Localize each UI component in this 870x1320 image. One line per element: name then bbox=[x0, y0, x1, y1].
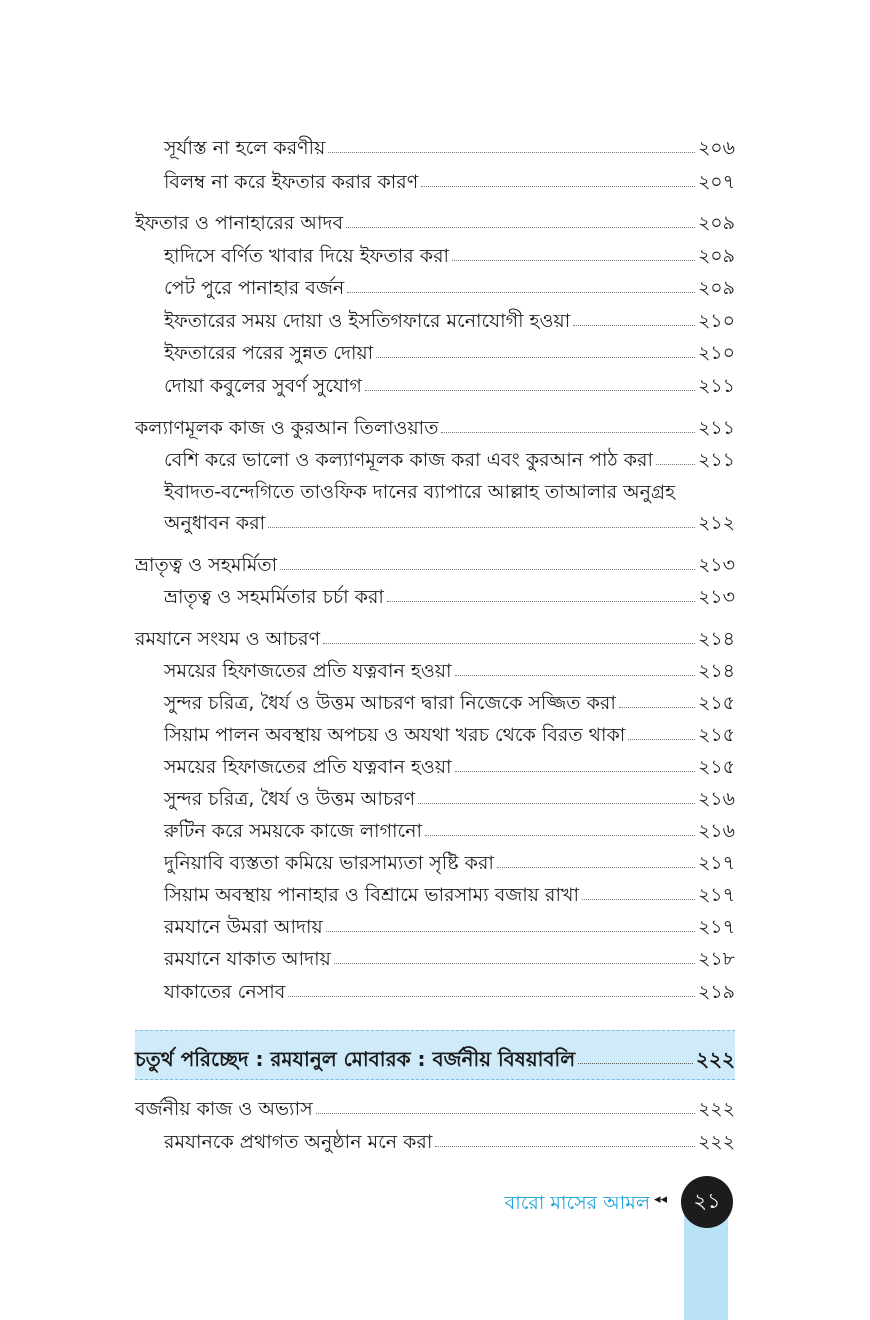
entry-page: ২১৬ bbox=[697, 820, 735, 842]
dot-leader bbox=[497, 867, 695, 868]
entry-title: সিয়াম অবস্থায় পানাহার ও বিশ্রামে ভারসাম্য বজায় রাখা bbox=[164, 884, 579, 906]
entry-title: বেশি করে ভালো ও কল্যাণমূলক কাজ করা এবং কুরআন পাঠ করা bbox=[164, 449, 653, 471]
chapter-heading bbox=[135, 1041, 735, 1071]
toc-entry bbox=[164, 685, 735, 715]
dot-leader bbox=[619, 707, 695, 708]
toc-section bbox=[135, 205, 735, 235]
entry-page: ২০৭ bbox=[697, 171, 735, 193]
entry-title: বিলম্ব না করে ইফতার করার কারণ bbox=[164, 171, 419, 193]
dot-leader bbox=[376, 357, 695, 358]
entry-page: ২০৯ bbox=[697, 245, 735, 267]
dot-leader bbox=[323, 643, 695, 644]
toc-entry bbox=[164, 845, 735, 875]
entry-title: সুন্দর চরিত্র, ধৈর্য ও উত্তম আচরণ দ্বারা নিজেকে সজ্জিত করা bbox=[164, 692, 616, 714]
entry-page: ২১৪ bbox=[697, 628, 735, 650]
dot-leader bbox=[365, 390, 695, 391]
entry-title: পেট পুরে পানাহার বর্জন bbox=[164, 277, 345, 299]
dot-leader bbox=[268, 527, 695, 528]
toc-entry bbox=[164, 974, 735, 1004]
chapter-title: চতুর্থ পরিচ্ছেদ : রমযানুল মোবারক : বর্জনীয় বিষয়াবলি bbox=[135, 1047, 576, 1071]
toc-entry bbox=[164, 164, 735, 194]
entry-page: ২১১ bbox=[697, 375, 735, 397]
entry-title: সময়ের হিফাজতের প্রতি যত্নবান হওয়া bbox=[164, 756, 452, 778]
entry-page: ২১৭ bbox=[697, 884, 735, 906]
entry-title: হাদিসে বর্ণিত খাবার দিয়ে ইফতার করা bbox=[164, 245, 450, 267]
dot-leader bbox=[280, 569, 695, 570]
entry-title: সময়ের হিফাজতের প্রতি যত্নবান হওয়া bbox=[164, 660, 452, 682]
toc-entry bbox=[164, 442, 735, 472]
entry-title: ভ্রাতৃত্ব ও সহমর্মিতার চর্চা করা bbox=[164, 586, 384, 608]
entry-page: ২১৫ bbox=[697, 692, 735, 714]
entry-page: ২১৭ bbox=[697, 916, 735, 938]
entry-page: ২১১ bbox=[697, 417, 735, 439]
entry-title: ইফতারের পরের সুন্নত দোয়া bbox=[164, 342, 374, 364]
entry-title: রমযানে উমরা আদায় bbox=[164, 916, 323, 938]
entry-title: বর্জনীয় কাজ ও অভ্যাস bbox=[135, 1098, 313, 1120]
toc-entry bbox=[164, 653, 735, 683]
double-arrow-icon: ◂◂ bbox=[654, 1192, 668, 1207]
dot-leader bbox=[347, 292, 695, 293]
entry-page: ২১৭ bbox=[697, 852, 735, 874]
dot-leader bbox=[573, 325, 695, 326]
entry-page: ২১০ bbox=[697, 310, 735, 332]
dot-leader bbox=[656, 464, 695, 465]
entry-title: ইফতার ও পানাহারের আদব bbox=[135, 212, 344, 234]
dot-leader bbox=[346, 227, 695, 228]
entry-page: ২১০ bbox=[697, 342, 735, 364]
toc-entry bbox=[164, 941, 735, 971]
dot-leader bbox=[455, 771, 695, 772]
dot-leader bbox=[582, 899, 695, 900]
toc-entry bbox=[164, 749, 735, 779]
entry-title: রমযানে যাকাত আদায় bbox=[164, 948, 331, 970]
page-number-badge bbox=[681, 1176, 733, 1228]
toc-entry bbox=[164, 813, 735, 843]
entry-title: রমযানে সংযম ও আচরণ bbox=[135, 628, 321, 650]
entry-title: সিয়াম পালন অবস্থায় অপচয় ও অযথা খরচ থেকে বিরত থাকা bbox=[164, 724, 626, 746]
entry-page: ২২২ bbox=[697, 1131, 735, 1153]
entry-page: ২১৫ bbox=[697, 756, 735, 778]
dot-leader bbox=[328, 152, 695, 153]
entry-title: দোয়া কবুলের সুবর্ণ সুযোগ bbox=[164, 375, 362, 397]
entry-title: অনুধাবন করা bbox=[164, 512, 266, 534]
dot-leader bbox=[334, 963, 695, 964]
toc-entry bbox=[164, 238, 735, 268]
dot-leader bbox=[441, 432, 695, 433]
entry-page: ২১২ bbox=[697, 512, 735, 534]
entry-page: ২০৬ bbox=[697, 137, 735, 159]
page-number: ২১ bbox=[693, 1188, 721, 1213]
dot-leader bbox=[628, 739, 695, 740]
dot-leader bbox=[435, 1146, 695, 1147]
dot-leader bbox=[425, 835, 695, 836]
dot-leader bbox=[316, 1113, 695, 1114]
toc-entry bbox=[164, 505, 735, 535]
dot-leader bbox=[578, 1063, 693, 1064]
toc-entry bbox=[164, 335, 735, 365]
toc-section bbox=[135, 547, 735, 577]
chapter-heading-band bbox=[135, 1030, 735, 1080]
entry-page: ২১৪ bbox=[697, 660, 735, 682]
entry-title: ইবাদত-বন্দেগিতে তাওফিক দানের ব্যাপারে আল্লাহ তাআলার অনুগ্রহ bbox=[164, 481, 676, 503]
entry-title: রুটিন করে সময়কে কাজে লাগানো bbox=[164, 820, 423, 842]
entry-title: দুনিয়াবি ব্যস্ততা কমিয়ে ভারসাম্যতা সৃষ্টি করা bbox=[164, 852, 494, 874]
toc-entry bbox=[164, 579, 735, 609]
entry-page: ২১৯ bbox=[697, 981, 735, 1003]
entry-page: ২১৬ bbox=[697, 788, 735, 810]
entry-page: ২২২ bbox=[697, 1098, 735, 1120]
toc-section bbox=[135, 1091, 735, 1121]
toc-entry bbox=[164, 877, 735, 907]
entry-title: সূর্যাস্ত না হলে করণীয় bbox=[164, 137, 326, 159]
toc-entry bbox=[164, 781, 735, 811]
running-book-title: বারো মাসের আমল bbox=[504, 1192, 650, 1214]
entry-page: ২১৩ bbox=[697, 586, 735, 608]
entry-page: ২১৫ bbox=[697, 724, 735, 746]
entry-title: যাকাতের নেসাব bbox=[164, 981, 286, 1003]
entry-title: রমযানকে প্রথাগত অনুষ্ঠান মনে করা bbox=[164, 1131, 433, 1153]
dot-leader bbox=[455, 675, 695, 676]
chapter-page: ২২২ bbox=[695, 1047, 735, 1071]
toc-entry bbox=[164, 270, 735, 300]
entry-title: ইফতারের সময় দোয়া ও ইসতিগফারে মনোযোগী হওয়া bbox=[164, 310, 571, 332]
entry-title: সুন্দর চরিত্র, ধৈর্য ও উত্তম আচরণ bbox=[164, 788, 416, 810]
entry-title: ভ্রাতৃত্ব ও সহমর্মিতা bbox=[135, 554, 278, 576]
toc-entry bbox=[164, 368, 735, 398]
dot-leader bbox=[418, 803, 695, 804]
entry-title: কল্যাণমূলক কাজ ও কুরআন তিলাওয়াত bbox=[135, 417, 439, 439]
toc-entry bbox=[164, 474, 735, 504]
entry-page: ২০৯ bbox=[697, 212, 735, 234]
dot-leader bbox=[326, 931, 695, 932]
toc-entry bbox=[164, 1124, 735, 1154]
dot-leader bbox=[288, 996, 695, 997]
entry-page: ২১১ bbox=[697, 449, 735, 471]
toc-entry bbox=[164, 303, 735, 333]
toc-entry bbox=[164, 909, 735, 939]
dot-leader bbox=[387, 601, 695, 602]
entry-page: ২১৩ bbox=[697, 554, 735, 576]
toc-entry bbox=[164, 717, 735, 747]
entry-page: ২১৮ bbox=[697, 948, 735, 970]
toc-section bbox=[135, 621, 735, 651]
dot-leader bbox=[452, 260, 695, 261]
dot-leader bbox=[421, 186, 695, 187]
toc-section bbox=[135, 410, 735, 440]
toc-entry bbox=[164, 130, 735, 160]
entry-page: ২০৯ bbox=[697, 277, 735, 299]
